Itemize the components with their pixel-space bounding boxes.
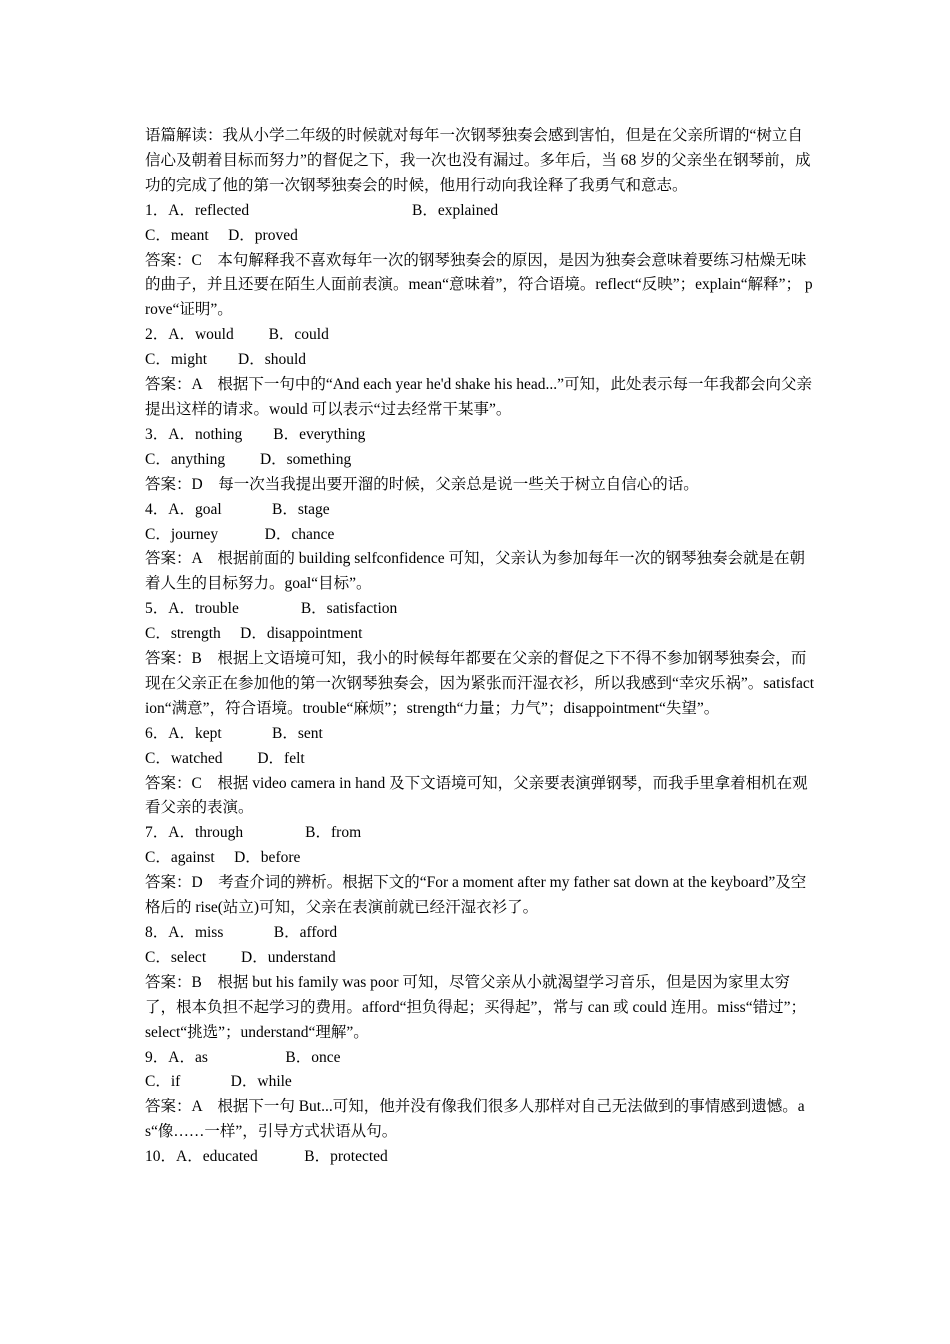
q3-answer: 答案：D 每一次当我提出要开溜的时候，父亲总是说一些关于树立自信心的话。 (145, 475, 699, 493)
q5-answer: 答案：B 根据上文语境可知，我小的时候每年都要在父亲的督促之下不得不参加钢琴独奏会，而现在父亲正在参加他的第一次钢琴独奏会，因为紧张而汗湿衣衫，所以我感到“幸灾乐祸”。satisfaction“满意”，符合语境。trouble“麻烦”；strength“力量；力气”；disappointment“失望”。 (145, 650, 815, 717)
q1-options-row2: C．meant D．proved (145, 226, 298, 244)
q8-options-row2: C．select D．understand (145, 948, 336, 966)
q6-options-row2: C．watched D．felt (145, 749, 305, 767)
q5-options-row2: C．strength D．disappointment (145, 625, 363, 643)
q2-options-row1: 2．A．would B．could (145, 326, 329, 344)
q1-option-a: 1．A．reflected (145, 201, 250, 219)
q6-options-row1: 6．A．kept B．sent (145, 724, 323, 742)
q8-answer: 答案：B 根据 but his family was poor 可知，尽管父亲从小就渴望学习音乐，但是因为家里太穷了，根本负担不起学习的费用。afford“担负得起；买得起”，常与 can 或 could 连用。miss“错过”； select“挑选”；understand“理解”。 (145, 973, 806, 1041)
q4-options-row1: 4．A．goal B．stage (145, 500, 330, 518)
q8-options-row1: 8．A．miss B．afford (145, 924, 338, 941)
q1-options-row1 (145, 199, 815, 224)
q3-options-row1: 3．A．nothing B．everything (145, 425, 366, 443)
q4-options-row2: C．journey D．chance (145, 525, 335, 543)
q9-options-row1: 9．A．as B．once (145, 1048, 341, 1066)
q3-options-row2: C．anything D．something (145, 450, 352, 468)
q1-answer: 答案：C 本句解释我不喜欢每年一次的钢琴独奏会的原因，是因为独奏会意味着要练习枯燥无味的曲子，并且还要在陌生人面前表演。mean“意味着”，符合语境。reflect“反映”；explain“解释”； prove“证明”。 (145, 251, 813, 319)
q9-answer: 答案：A 根据下一句 But...可知，他并没有像我们很多人那样对自己无法做到的事情感到遗憾。as“像……一样”，引导方式状语从句。 (145, 1098, 805, 1141)
q7-options-row2: C．against D．before (145, 849, 301, 867)
q6-answer: 答案：C 根据 video camera in hand 及下文语境可知，父亲要表演弹钢琴，而我手里拿着相机在观看父亲的表演。 (145, 774, 808, 817)
q9-options-row2: C．if D．while (145, 1073, 292, 1091)
q2-options-row2: C．might D．should (145, 351, 307, 369)
q7-answer: 答案：D 考查介词的辨析。根据下文的“For a moment after my father sat down at the keyboard”及空格后的 rise(站立)可知，父亲在表演前就已经汗湿衣衫了。 (145, 874, 807, 917)
q10-options-row1: 10．A．educated B．protected (145, 1148, 388, 1166)
document-page (145, 124, 815, 1170)
q4-answer: 答案：A 根据前面的 building selfconfidence 可知，父亲认为参加每年一次的钢琴独奏会就是在朝着人生的目标努力。goal“目标”。 (145, 550, 806, 593)
q1-option-b: B．explained (412, 201, 499, 219)
q7-options-row1: 7．A．through B．from (145, 824, 362, 842)
q5-options-row1: 5．A．trouble B．satisfaction (145, 600, 398, 618)
q2-answer: 答案：A 根据下一句中的“And each year he'd shake his head...”可知，此处表示每一年我都会向父亲提出这样的请求。would 可以表示“过去经常干某事”。 (145, 376, 813, 418)
passage-summary: 语篇解读：我从小学二年级的时候就对每年一次钢琴独奏会感到害怕，但是在父亲所谓的“树立自信心及朝着目标而努力”的督促之下，我一次也没有漏过。多年后，当 68 岁的父亲坐在钢琴前，成功的完成了他的第一次钢琴独奏会的时候，他用行动向我诠释了我勇气和意志。 (145, 127, 811, 194)
